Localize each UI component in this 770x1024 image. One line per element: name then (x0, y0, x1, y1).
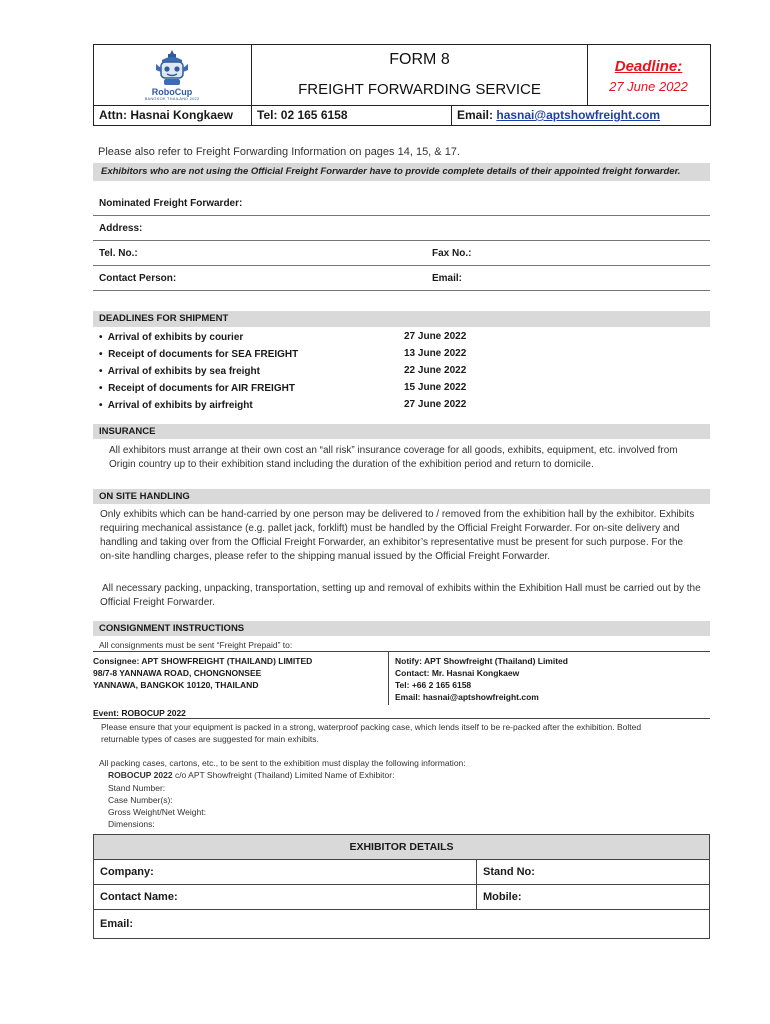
exhibitor-row-2 (94, 885, 709, 910)
onsite-p1-line-2: requiring mechanical assistance (e.g. pallet jack, forklift) must be handled by the Official Freight Forwarder. For on-site delivery and (100, 523, 680, 534)
deadline-item: • Receipt of documents for SEA FREIGHT (99, 349, 299, 360)
email-label: Email: (457, 108, 497, 122)
prepaid-text: All consignments must be sent “Freight Prepaid” to: (99, 640, 293, 650)
onsite-p2-line-2: Official Freight Forwarder. (100, 597, 215, 608)
marking-event: ROBOCUP 2022 (108, 770, 173, 780)
deadline-item: • Arrival of exhibits by sea freight (99, 366, 260, 377)
email-link[interactable]: hasnai@aptshowfreight.com (496, 108, 661, 122)
consignee-line: 98/7-8 YANNAWA ROAD, CHONGNONSEE (93, 668, 262, 678)
service-title: FREIGHT FORWARDING SERVICE (298, 81, 541, 98)
onsite-heading: ON SITE HANDLING (93, 489, 710, 504)
exhibitor-row-1 (94, 860, 709, 885)
title-cell (252, 45, 588, 105)
notify-line: Contact: Mr. Hasnai Kongkaew (395, 668, 520, 678)
marking-line (108, 770, 394, 780)
onsite-p1-line-1: Only exhibits which can be hand-carried by one person may be delivered to / removed from the exhibition hall by the exhibitor. Exhibits (100, 509, 695, 520)
exhibitor-email-label: Email: (100, 918, 134, 930)
exhibitor-row-3 (94, 910, 709, 938)
marking-item: Stand Number: (108, 783, 166, 793)
logo-cell (94, 45, 252, 105)
contact-name-label: Contact Name: (100, 891, 178, 903)
onsite-p1-line-3: handling and taking over from the Official Freight Forwarder, an exhibitor’s representative must be present for such purpose. For the (100, 537, 684, 548)
form-header (93, 44, 711, 126)
logo-subtext: BANGKOK THAILAND 2022 (144, 96, 200, 101)
forwarder-notice: Exhibitors who are not using the Official Freight Forwarder have to provide complete details of their appointed freight forwarder. (93, 163, 710, 181)
email-label-field: Email: (432, 273, 463, 284)
logo-text: RoboCup (151, 87, 193, 97)
refer-text: Please also refer to Freight Forwarding Information on pages 14, 15, & 17. (98, 146, 460, 158)
contact-label: Contact Person: (99, 273, 177, 284)
tel-fax-row (93, 246, 710, 266)
packing-line-2: returnable types of cases are suggested for main exhibits. (101, 734, 319, 744)
deadline-item: • Arrival of exhibits by airfreight (99, 400, 253, 411)
deadline-label: Deadline: (614, 58, 683, 75)
marking-items (108, 782, 206, 830)
consignment-heading: CONSIGNMENT INSTRUCTIONS (93, 621, 710, 636)
consignment-box (93, 651, 710, 719)
email-cell (452, 106, 709, 125)
tel: Tel: 02 165 6158 (252, 106, 452, 125)
contact-email-row (93, 271, 710, 291)
deadline-date: 27 June 2022 (609, 79, 688, 94)
marking-item: Dimensions: (108, 819, 155, 829)
consignee-block (93, 655, 312, 691)
notify-block (395, 655, 568, 703)
stand-label: Stand No: (483, 866, 535, 878)
marking-intro: All packing cases, cartons, etc., to be sent to the exhibition must display the following information: (99, 758, 466, 768)
row-divider (476, 885, 477, 909)
marking-rest: c/o APT Showfreight (Thailand) Limited Name of Exhibitor: (172, 770, 395, 780)
robocup-logo-icon (148, 48, 196, 88)
deadline-date-item: 22 June 2022 (404, 365, 467, 376)
deadline-cell (588, 45, 709, 105)
marking-item: Case Number(s): (108, 795, 173, 805)
consignee-line: YANNAWA, BANGKOK 10120, THAILAND (93, 680, 259, 690)
attn: Attn: Hasnai Kongkaew (94, 106, 252, 125)
deadline-date-item: 27 June 2022 (404, 331, 467, 342)
address-field[interactable] (93, 221, 710, 241)
exhibitor-heading: EXHIBITOR DETAILS (94, 835, 709, 860)
tel-label: Tel. No.: (99, 248, 138, 259)
deadline-date-item: 13 June 2022 (404, 348, 467, 359)
company-label: Company: (100, 866, 154, 878)
form-number: FORM 8 (389, 51, 450, 68)
onsite-p2-line-1: All necessary packing, unpacking, transportation, setting up and removal of exhibits within the Exhibition Hall must be carried out by the (102, 583, 701, 594)
insurance-heading: INSURANCE (93, 424, 710, 439)
deadlines-heading: DEADLINES FOR SHIPMENT (93, 311, 710, 327)
deadline-date-item: 27 June 2022 (404, 399, 467, 410)
consignment-divider (388, 652, 389, 705)
insurance-line-2: Origin country up to their exhibition stand including the duration of the exhibition period and return to domicile. (109, 459, 594, 470)
nominated-label: Nominated Freight Forwarder: (99, 198, 243, 209)
packing-line-1: Please ensure that your equipment is packed in a strong, waterproof packing case, which lends itself to be re-packed after the exhibition. Bolted (101, 722, 642, 732)
fax-label: Fax No.: (432, 248, 472, 259)
deadline-date-item: 15 June 2022 (404, 382, 467, 393)
mobile-label: Mobile: (483, 891, 522, 903)
notify-line: Tel: +66 2 165 6158 (395, 680, 472, 690)
event-text: Event: ROBOCUP 2022 (93, 708, 186, 718)
notify-line: Email: hasnai@aptshowfreight.com (395, 692, 539, 702)
address-label: Address: (99, 223, 143, 234)
nominated-field[interactable] (93, 196, 710, 216)
exhibitor-details-table (93, 834, 710, 939)
marking-item: Gross Weight/Net Weight: (108, 807, 206, 817)
insurance-line-1: All exhibitors must arrange at their own cost an “all risk” insurance coverage for all goods, exhibits, equipment, etc. involved from (109, 445, 678, 456)
row-divider (476, 860, 477, 884)
consignee-line: Consignee: APT SHOWFREIGHT (THAILAND) LIMITED (93, 656, 313, 666)
deadline-item: • Arrival of exhibits by courier (99, 332, 244, 343)
onsite-p1-line-4: on-site handling charges, please refer to the shipping manual issued by the Official Freight Forwarder. (100, 551, 551, 562)
deadline-item: • Receipt of documents for AIR FREIGHT (99, 383, 295, 394)
contact-row (94, 105, 709, 125)
notify-line: Notify: APT Showfreight (Thailand) Limited (395, 656, 568, 666)
